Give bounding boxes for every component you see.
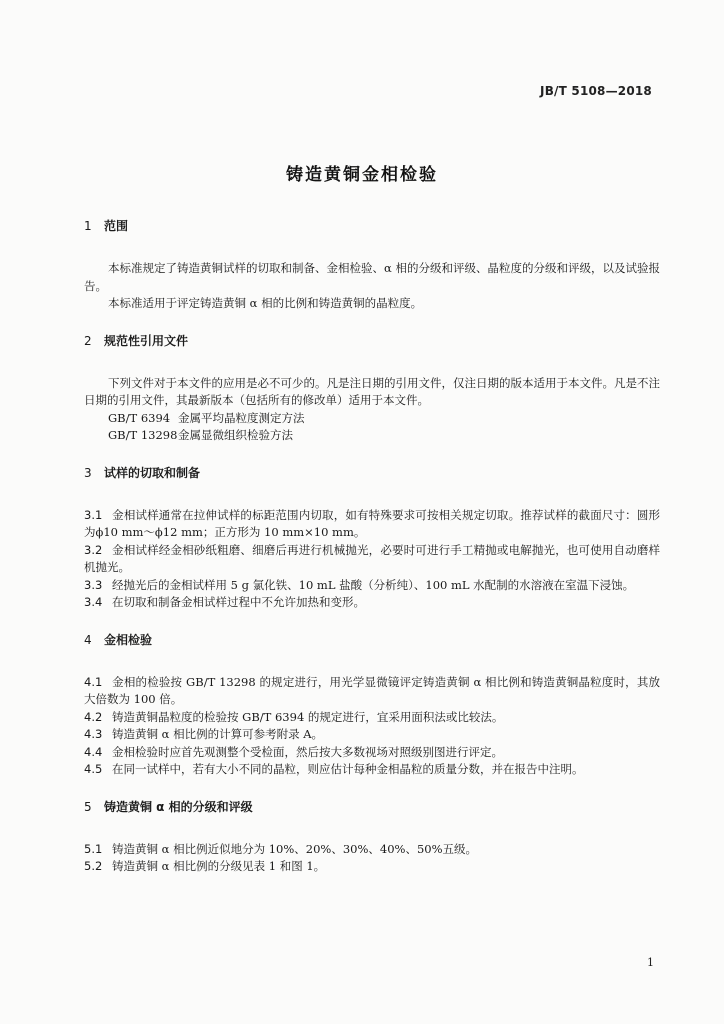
section-number: 1 bbox=[84, 219, 92, 233]
section-heading bbox=[84, 333, 660, 351]
clause-number: 3.3 bbox=[84, 577, 103, 592]
clause bbox=[84, 577, 660, 595]
section-scope bbox=[84, 218, 660, 313]
clause-text: 金相检验时应首先观测整个受检面，然后按大多数视场对照级别图进行评定。 bbox=[112, 744, 503, 759]
section-number: 4 bbox=[84, 632, 92, 647]
section-alpha-phase-grading bbox=[84, 799, 660, 876]
clause-number: 3.4 bbox=[84, 595, 103, 609]
section-title: 铸造黄铜 α 相的分级和评级 bbox=[104, 799, 253, 814]
section-number: 3 bbox=[84, 465, 92, 480]
clause bbox=[84, 507, 660, 542]
reference-item bbox=[84, 410, 660, 428]
section-heading bbox=[84, 632, 660, 650]
clause-number: 4.3 bbox=[84, 727, 103, 741]
section-number: 2 bbox=[84, 333, 92, 348]
section-title: 试样的切取和制备 bbox=[104, 465, 201, 480]
clause-number: 3.1 bbox=[84, 507, 103, 522]
clause-text: 铸造黄铜晶粒度的检验按 GB/T 6394 的规定进行，宜采用面积法或比较法。 bbox=[112, 709, 504, 724]
clause bbox=[84, 726, 660, 744]
clause bbox=[84, 594, 660, 612]
clause bbox=[84, 542, 660, 577]
clause bbox=[84, 674, 660, 709]
reference-code: GB/T 13298 bbox=[108, 428, 178, 442]
clause-number: 5.1 bbox=[84, 841, 103, 856]
page-number: 1 bbox=[647, 956, 654, 969]
reference-name: 金属平均晶粒度测定方法 bbox=[178, 410, 305, 425]
reference-name: 金属显微组织检验方法 bbox=[178, 428, 293, 442]
document-body bbox=[84, 218, 660, 876]
clause bbox=[84, 709, 660, 727]
clause bbox=[84, 761, 660, 779]
section-title: 金相检验 bbox=[104, 632, 153, 647]
clause bbox=[84, 744, 660, 762]
section-specimen-preparation bbox=[84, 465, 660, 612]
paragraph: 下列文件对于本文件的应用是必不可少的。凡是注日期的引用文件，仅注日期的版本适用于本文件。凡是不注日期的引用文件，其最新版本（包括所有的修改单）适用于本文件。 bbox=[84, 375, 660, 407]
clause-number: 4.4 bbox=[84, 744, 103, 759]
section-number: 5 bbox=[84, 799, 92, 814]
clause-text: 经抛光后的金相试样用 5 g 氯化铁、10 mL 盐酸（分析纯）、100 mL 水配制的水溶液在室温下浸蚀。 bbox=[112, 577, 635, 592]
clause-text: 铸造黄铜 α 相比例近似地分为 10%、20%、30%、40%、50%五级。 bbox=[112, 841, 478, 856]
standard-code: JB/T 5108—2018 bbox=[540, 84, 652, 98]
clause-number: 3.2 bbox=[84, 542, 103, 557]
clause-number: 4.1 bbox=[84, 674, 103, 689]
clause-text: 在同一试样中，若有大小不同的晶粒，则应估计每种金相晶粒的质量分数，并在报告中注明。 bbox=[112, 762, 584, 776]
clause-text: 金相试样通常在拉伸试样的标距范围内切取，如有特殊要求可按相关规定切取。推荐试样的截面尺寸：圆形为ϕ10 mm～ϕ12 mm；正方形为 10 mm×10 mm。 bbox=[84, 507, 660, 539]
reference-code: GB/T 6394 bbox=[108, 410, 171, 425]
paragraph: 本标准适用于评定铸造黄铜 α 相的比例和铸造黄铜的晶粒度。 bbox=[108, 296, 423, 310]
document-title: 铸造黄铜金相检验 bbox=[286, 165, 438, 185]
section-metallographic-examination bbox=[84, 632, 660, 779]
section-heading bbox=[84, 218, 660, 236]
section-heading bbox=[84, 465, 660, 483]
section-heading bbox=[84, 799, 660, 817]
clause-text: 铸造黄铜 α 相比例的计算可参考附录 A。 bbox=[112, 727, 324, 741]
section-title: 规范性引用文件 bbox=[104, 333, 189, 348]
clause bbox=[84, 858, 660, 876]
clause-text: 在切取和制备金相试样过程中不允许加热和变形。 bbox=[112, 595, 365, 609]
clause-text: 铸造黄铜 α 相比例的分级见表 1 和图 1。 bbox=[112, 859, 326, 873]
clause-number: 4.5 bbox=[84, 762, 103, 776]
clause-number: 4.2 bbox=[84, 709, 103, 724]
clause-text: 金相的检验按 GB/T 13298 的规定进行，用光学显微镜评定铸造黄铜 α 相比例和铸造黄铜晶粒度时，其放大倍数为 100 倍。 bbox=[84, 674, 660, 706]
section-title: 范围 bbox=[104, 219, 129, 233]
section-normative-references bbox=[84, 333, 660, 445]
reference-item bbox=[84, 427, 660, 445]
clause-number: 5.2 bbox=[84, 859, 103, 873]
paragraph: 本标准规定了铸造黄铜试样的切取和制备、金相检验、α 相的分级和评级、晶粒度的分级和评级，以及试验报告。 bbox=[84, 261, 660, 293]
clause bbox=[84, 841, 660, 859]
clause-text: 金相试样经金相砂纸粗磨、细磨后再进行机械抛光，必要时可进行手工精抛或电解抛光，也可使用自动磨样机抛光。 bbox=[84, 542, 660, 574]
